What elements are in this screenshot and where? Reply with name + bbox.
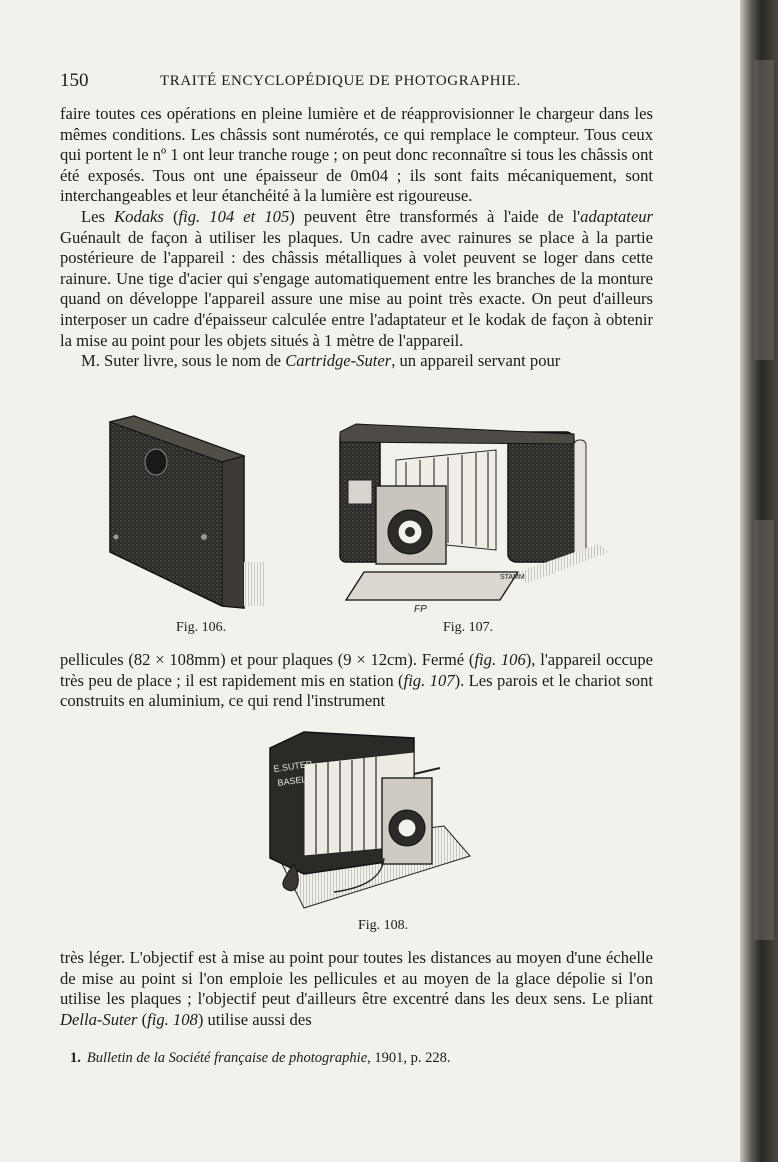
text-run: Les (81, 206, 115, 226)
text-block-top (60, 104, 653, 372)
text-block-bottom (60, 948, 653, 1030)
figure-reference: fig. 108 (147, 1009, 198, 1029)
footnote-title: Bulletin de la Société française de photographie (86, 1050, 368, 1066)
gutter-strip (754, 520, 774, 940)
figure-107-caption: Fig. 107. (443, 620, 494, 635)
italic-kodaks: Kodaks (114, 206, 164, 226)
figure-107-open-camera (336, 420, 612, 616)
footnote (70, 1050, 451, 1067)
book-gutter (740, 0, 778, 1162)
figure-reference: fig. 106 (474, 650, 526, 669)
camera-label-line-1: E.SUTER (272, 758, 313, 774)
text-run: ( (137, 1009, 148, 1029)
italic-cartridge-suter: Cartridge-Suter (285, 351, 392, 371)
paragraph-4 (60, 650, 653, 712)
text-run: , un appareil servant pour (391, 351, 561, 371)
running-title: TRAITÉ ENCYCLOPÉDIQUE DE PHOTOGRAPHIE. (160, 73, 521, 89)
figure-reference: fig. 104 et 105 (178, 206, 290, 226)
text-run: Guénault de façon à utiliser les plaques. Un cadre avec rainures se place à la partie postérieure de l'appareil : des châssis métalliques à volet peuvent se loger dans cette rainure. Une tige d'acier qui s'engage automatiquement entre les branches de la monture quand on développe l'appareil assure une mise au point très exacte. On peut d'ailleurs interposer un cadre d'épaisseur calculée entre l'adaptateur et le kodak de façon à obtenir la mise au point pour les objets situés à 1 mètre de l'appareil. (60, 227, 653, 350)
figure-108-caption: Fig. 108. (358, 918, 409, 933)
text-run: pellicules (82 × 108mm) et pour plaques (9 × 12cm). Fermé ( (60, 650, 475, 669)
italic-adaptateur: adaptateur (580, 206, 653, 226)
text-run: très léger. L'objectif est à mise au point pour toutes les distances au moyen d'une échelle de mise au point si l'on emploie les pellicules et au moyen de la glace dépolie si l'on utilise les plaques ; l'objectif peut d'ailleurs être excentré dans les deux sens. Le pliant (60, 948, 653, 1009)
paragraph-5 (60, 948, 653, 1030)
figure-106-caption: Fig. 106. (176, 620, 227, 635)
paragraph-3 (60, 351, 653, 372)
footnote-number: 1. (70, 1050, 81, 1066)
page-number: 150 (60, 70, 89, 91)
engraver-initials: FP (414, 604, 427, 615)
engraving-label: STAMM (500, 574, 525, 581)
text-run: ), l'appareil occupe très peu de place ; il est rapidement mis en station ( (60, 650, 653, 690)
text-run: M. Suter livre, sous le nom de (81, 351, 286, 371)
text-run: ). Les parois et le chariot sont construits en aluminium, ce qui rend l'instrument (60, 670, 653, 711)
text-run: ( (163, 206, 179, 226)
figure-108-folding-camera (264, 728, 472, 914)
text-run: ) peuvent être transformés à l'aide de l' (289, 206, 581, 226)
figure-reference: fig. 107 (403, 670, 455, 690)
camera-label-line-2: BASEL (276, 774, 308, 788)
text-run: ) utilise aussi des (197, 1009, 312, 1029)
gutter-strip (754, 60, 774, 360)
running-header (60, 70, 652, 92)
italic-della-suter: Della-Suter (60, 1009, 138, 1029)
text-block-middle (60, 650, 653, 712)
footnote-rest: , 1901, p. 228. (367, 1050, 451, 1066)
paragraph-1: faire toutes ces opérations en pleine lumière et de réapprovisionner le chargeur dans les mêmes conditions. Les châssis sont numérotés, ce qui remplace le compteur. Tous ceux qui portent le nº 1 ont leur tranche rouge ; on peut donc reconnaître si tous les châssis ont été exposés. Tous ont une épaisseur de 0m04 ; ils sont faits mécaniquement, sont interchangeables et leur étanchéité à la lumière est rigoureuse. (60, 104, 653, 206)
figure-106-closed-camera (104, 412, 270, 612)
paragraph-2 (60, 207, 653, 351)
